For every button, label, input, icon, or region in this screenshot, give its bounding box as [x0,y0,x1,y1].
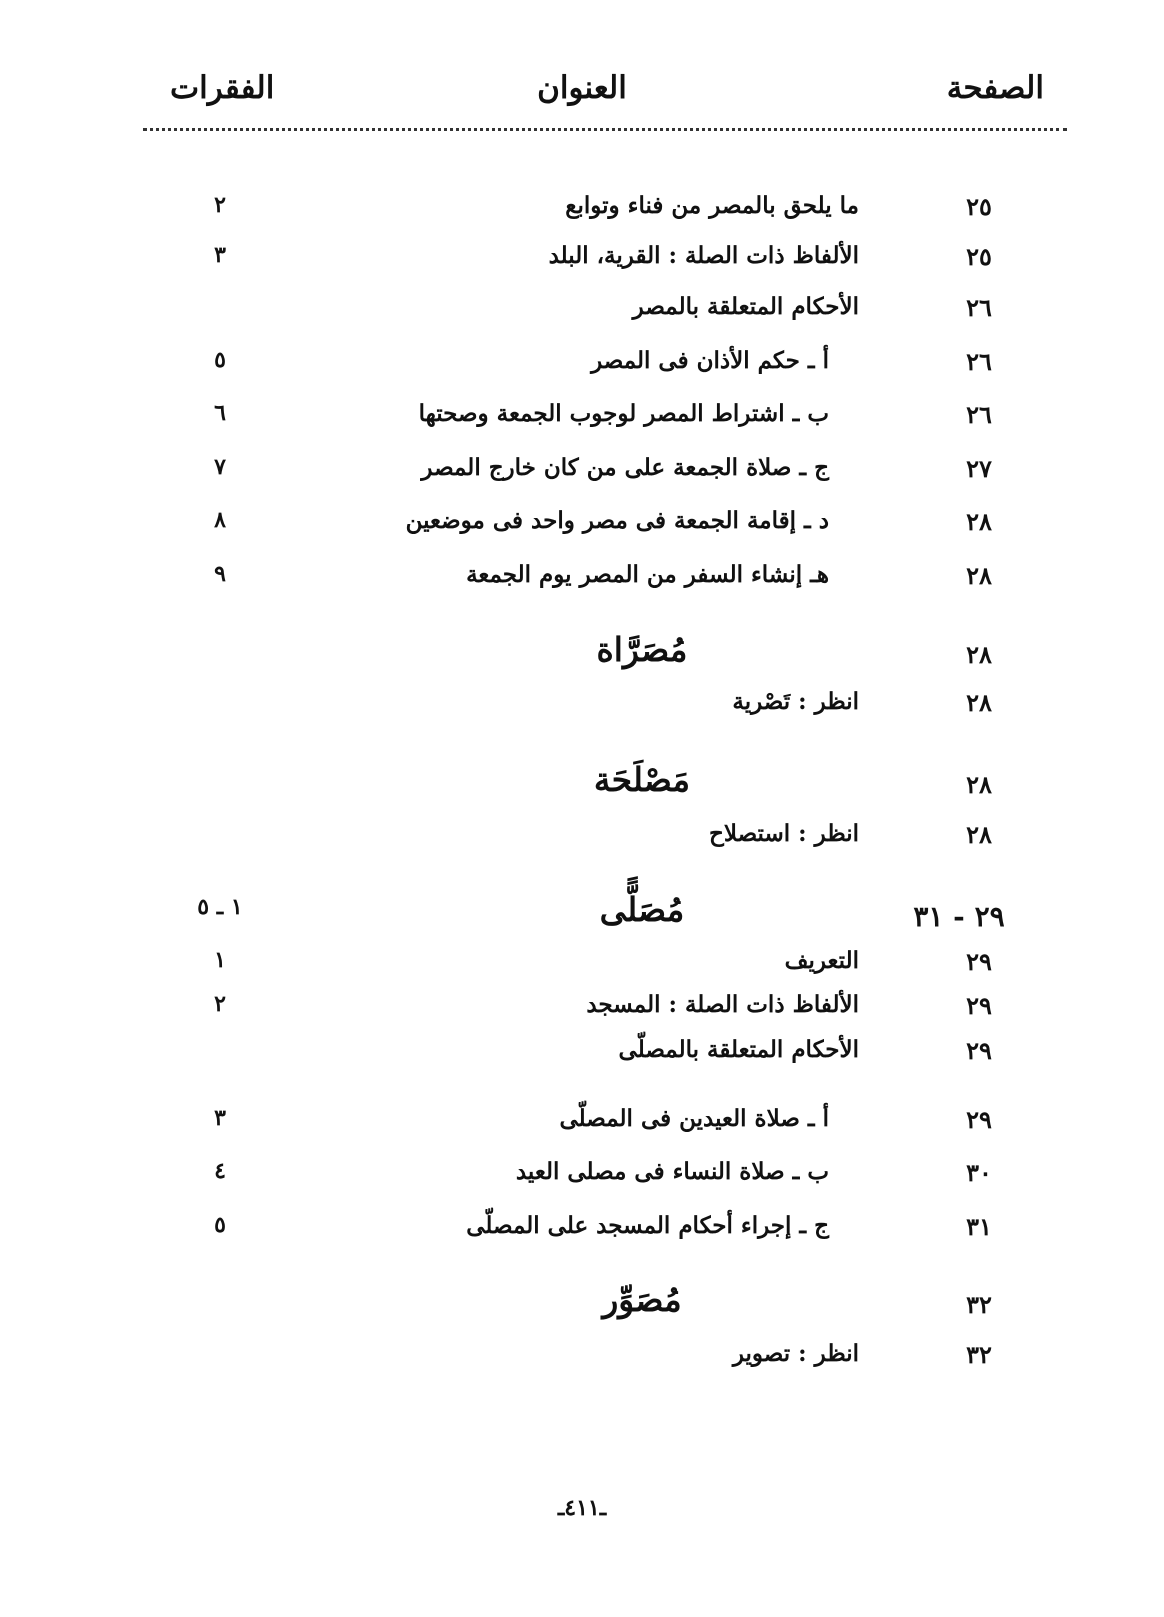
row-page: ٢٨ [966,820,992,849]
row-page: ٢٩ [966,991,992,1020]
row-page: ٢٨ [966,561,992,590]
index-row [0,991,1164,1031]
row-page: ٣٠ [966,1158,992,1187]
header-paragraphs-label: الفقرات [170,70,275,106]
row-paragraphs: ٣ [214,1105,226,1131]
row-title: الأحكام المتعلقة بالمصر [632,293,859,320]
row-page: ٢٨ [966,688,992,717]
row-page: ٢٦ [966,293,992,322]
index-row [0,947,1164,987]
index-row [0,561,1164,601]
row-title: ب ـ صلاة النساء فى مصلى العيد [515,1158,829,1185]
index-row [0,1340,1164,1380]
header-title-label: العنوان [537,70,627,106]
row-page-range: ٢٩ - ٣١ [913,900,1005,933]
row-page: ٢٩ [966,1105,992,1134]
index-row [0,192,1164,232]
index-row [0,400,1164,440]
index-row [0,760,1164,810]
index-row [0,1105,1164,1145]
row-title: هـ إنشاء السفر من المصر يوم الجمعة [466,561,829,588]
row-title: الأحكام المتعلقة بالمصلّى [618,1036,859,1063]
row-title: أ ـ صلاة العيدين فى المصلّى [559,1105,829,1132]
row-title: انظر : تَصْرية [732,688,859,715]
row-paragraphs: ٧ [214,454,226,480]
row-page: ٢٥ [966,242,992,271]
row-page: ٢٧ [966,454,992,483]
row-paragraphs: ٥ [214,1212,226,1238]
index-row [0,242,1164,282]
header-page-label: الصفحة [946,70,1044,106]
entry-heading: مُصَوِّر [602,1280,682,1319]
row-page: ٢٩ [966,947,992,976]
row-page: ٢٨ [966,507,992,536]
row-paragraphs: ٥ [214,347,226,373]
row-title: التعريف [784,947,859,974]
index-row [0,507,1164,547]
row-title: انظر : تصوير [732,1340,859,1367]
entry-heading: مُصَرَّاة [596,630,688,669]
index-row [0,890,1164,940]
row-title: الألفاظ ذات الصلة : المسجد [586,991,859,1018]
row-title: ما يلحق بالمصر من فناء وتوابع [565,192,859,219]
index-row [0,1212,1164,1252]
row-paragraphs: ١ ـ ٥ [197,894,243,920]
index-row [0,1280,1164,1330]
row-page: ٢٨ [966,640,992,669]
row-title: ب ـ اشتراط المصر لوجوب الجمعة وصحتها [418,400,829,427]
row-paragraphs: ٨ [214,507,226,533]
row-paragraphs: ٣ [214,242,226,268]
index-row [0,630,1164,680]
index-row [0,454,1164,494]
row-page: ٣١ [966,1212,992,1241]
row-page: ٣٢ [966,1340,992,1369]
row-title: د ـ إقامة الجمعة فى مصر واحد فى موضعين [405,507,829,534]
entry-heading: مَصْلَحَة [593,760,691,799]
row-paragraphs: ٢ [214,991,226,1017]
row-title: ج ـ صلاة الجمعة على من كان خارج المصر [421,454,829,481]
row-title: الألفاظ ذات الصلة : القرية، البلد [548,242,859,269]
row-paragraphs: ٦ [214,400,226,426]
row-page: ٢٥ [966,192,992,221]
header-divider [143,128,1067,131]
index-row [0,1036,1164,1076]
index-row [0,1158,1164,1198]
row-page: ٢٩ [966,1036,992,1065]
index-row [0,293,1164,333]
entry-heading: مُصَلًّى [599,890,685,929]
row-paragraphs: ٢ [214,192,226,218]
index-row [0,347,1164,387]
row-title: ج ـ إجراء أحكام المسجد على المصلّى [466,1212,829,1239]
index-row [0,688,1164,728]
row-paragraphs: ٤ [214,1158,226,1184]
row-page: ٢٦ [966,347,992,376]
row-page: ٢٦ [966,400,992,429]
row-title: أ ـ حكم الأذان فى المصر [591,347,829,374]
index-row [0,820,1164,860]
page-number: ـ٤١١ـ [557,1495,607,1521]
row-page: ٢٨ [966,770,992,799]
row-title: انظر : استصلاح [709,820,859,847]
row-paragraphs: ٩ [214,561,226,587]
row-page: ٣٢ [966,1290,992,1319]
row-paragraphs: ١ [214,947,226,973]
